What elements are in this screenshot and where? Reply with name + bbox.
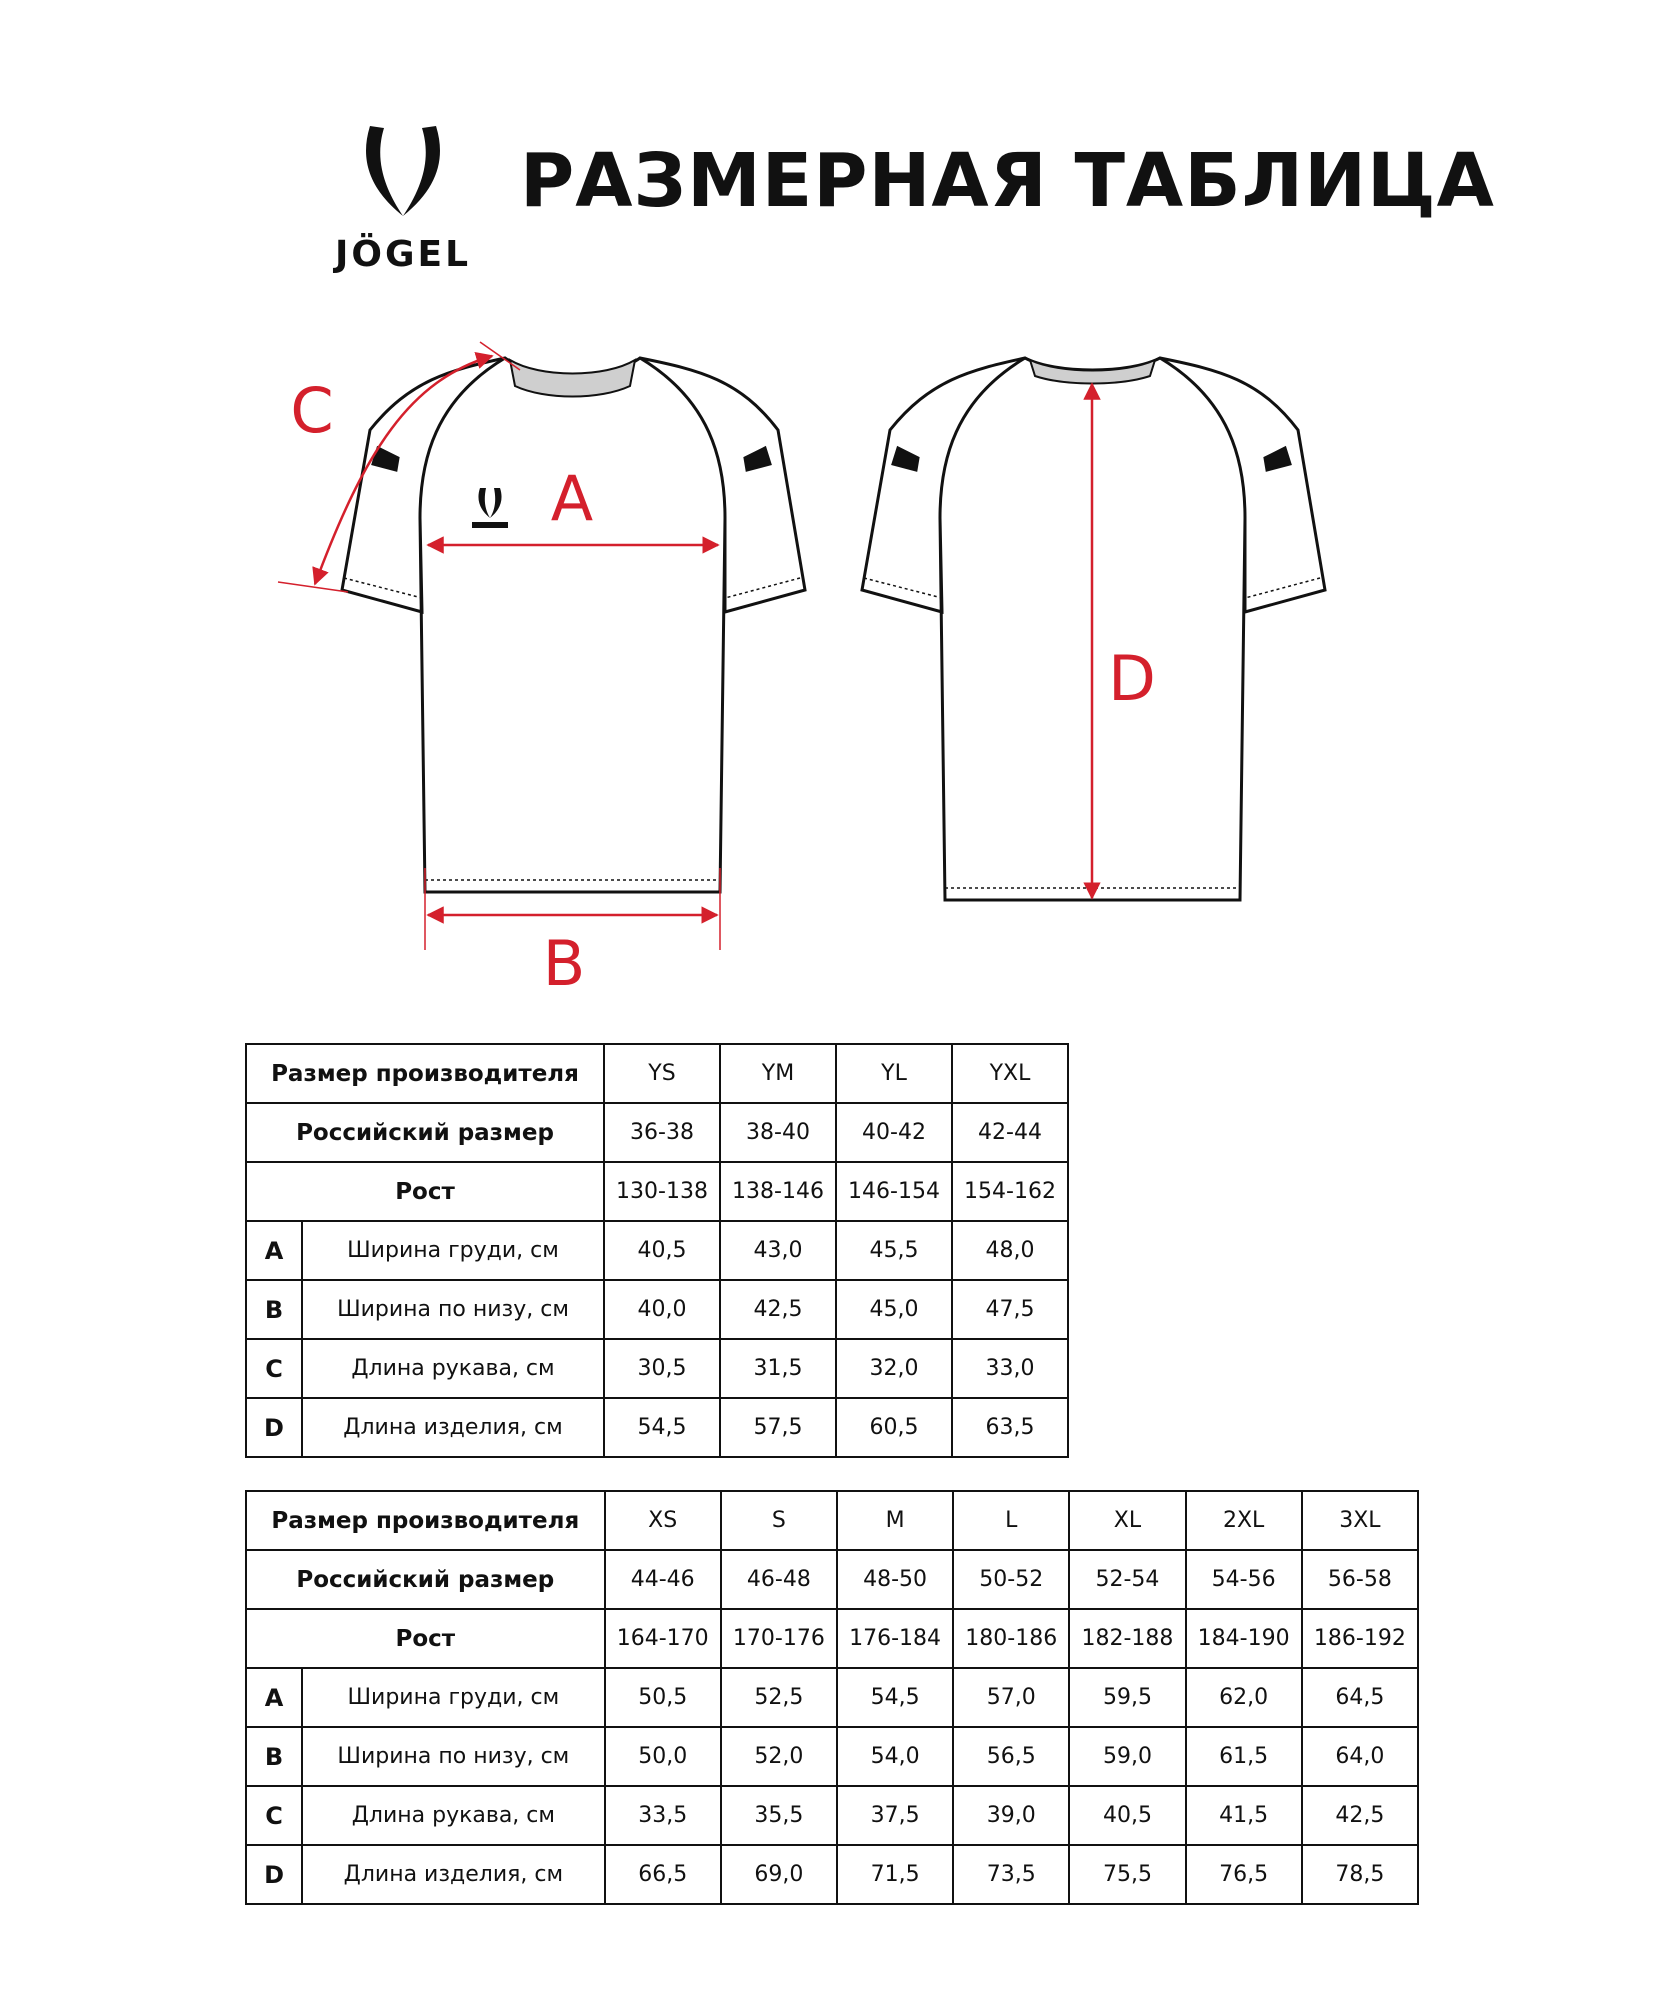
table-header-row bbox=[246, 1162, 1068, 1221]
table-cell: 35,5 bbox=[721, 1786, 837, 1845]
table-cell: 43,0 bbox=[720, 1221, 836, 1280]
table-cell: 146-154 bbox=[836, 1162, 952, 1221]
measure-letter: D bbox=[246, 1398, 302, 1457]
table-cell: 47,5 bbox=[952, 1280, 1068, 1339]
table-cell: 59,0 bbox=[1069, 1727, 1185, 1786]
table-cell: 41,5 bbox=[1186, 1786, 1302, 1845]
table-cell: 48-50 bbox=[837, 1550, 953, 1609]
table-cell: 60,5 bbox=[836, 1398, 952, 1457]
table-cell: 32,0 bbox=[836, 1339, 952, 1398]
table-cell: 176-184 bbox=[837, 1609, 953, 1668]
measure-label: Длина изделия, см bbox=[302, 1845, 605, 1904]
table-cell: 50,0 bbox=[605, 1727, 721, 1786]
table-row bbox=[246, 1221, 1068, 1280]
table-row bbox=[246, 1398, 1068, 1457]
table-cell: 30,5 bbox=[604, 1339, 720, 1398]
table-cell: YS bbox=[604, 1044, 720, 1103]
table-cell: 54-56 bbox=[1186, 1550, 1302, 1609]
measure-letter: B bbox=[246, 1280, 302, 1339]
table-cell: 40,5 bbox=[1069, 1786, 1185, 1845]
table-cell: 50,5 bbox=[605, 1668, 721, 1727]
table-cell: 63,5 bbox=[952, 1398, 1068, 1457]
table-row bbox=[246, 1727, 1418, 1786]
table-cell: XL bbox=[1069, 1491, 1185, 1550]
table-cell: 182-188 bbox=[1069, 1609, 1185, 1668]
table-cell: YL bbox=[836, 1044, 952, 1103]
table-cell: 54,0 bbox=[837, 1727, 953, 1786]
table-cell: 69,0 bbox=[721, 1845, 837, 1904]
row-label: Российский размер bbox=[246, 1550, 605, 1609]
measure-label: Ширина по низу, см bbox=[302, 1727, 605, 1786]
table-cell: 75,5 bbox=[1069, 1845, 1185, 1904]
table-cell: 52,0 bbox=[721, 1727, 837, 1786]
shirt-diagram bbox=[270, 320, 1370, 1010]
measure-letter: B bbox=[246, 1727, 302, 1786]
table-row bbox=[246, 1786, 1418, 1845]
adult-size-table bbox=[245, 1490, 1419, 1905]
table-cell: 40-42 bbox=[836, 1103, 952, 1162]
table-cell: 78,5 bbox=[1302, 1845, 1418, 1904]
table-cell: 52,5 bbox=[721, 1668, 837, 1727]
table-cell: 37,5 bbox=[837, 1786, 953, 1845]
row-label: Рост bbox=[246, 1162, 604, 1221]
table-cell: M bbox=[837, 1491, 953, 1550]
table-cell: 3XL bbox=[1302, 1491, 1418, 1550]
table-row bbox=[246, 1280, 1068, 1339]
table-cell: 170-176 bbox=[721, 1609, 837, 1668]
page-title: РАЗМЕРНАЯ ТАБЛИЦА bbox=[520, 138, 1495, 224]
table-cell: 38-40 bbox=[720, 1103, 836, 1162]
row-label: Размер производителя bbox=[246, 1491, 605, 1550]
table-cell: 48,0 bbox=[952, 1221, 1068, 1280]
table-cell: 52-54 bbox=[1069, 1550, 1185, 1609]
table-row bbox=[246, 1668, 1418, 1727]
brand-emblem-icon bbox=[318, 118, 488, 228]
row-label: Рост bbox=[246, 1609, 605, 1668]
table-cell: 180-186 bbox=[953, 1609, 1069, 1668]
table-header-row bbox=[246, 1550, 1418, 1609]
measure-label: Ширина груди, см bbox=[302, 1221, 604, 1280]
shirt-back-view bbox=[862, 358, 1325, 900]
table-cell: 54,5 bbox=[837, 1668, 953, 1727]
table-header-row bbox=[246, 1609, 1418, 1668]
table-cell: 62,0 bbox=[1186, 1668, 1302, 1727]
table-cell: 57,0 bbox=[953, 1668, 1069, 1727]
table-row bbox=[246, 1339, 1068, 1398]
table-cell: 42,5 bbox=[720, 1280, 836, 1339]
table-cell: 66,5 bbox=[605, 1845, 721, 1904]
youth-size-table bbox=[245, 1043, 1069, 1458]
table-cell: 64,5 bbox=[1302, 1668, 1418, 1727]
table-cell: L bbox=[953, 1491, 1069, 1550]
measure-label: Длина рукава, см bbox=[302, 1786, 605, 1845]
measure-label: Длина изделия, см bbox=[302, 1398, 604, 1457]
table-cell: S bbox=[721, 1491, 837, 1550]
table-cell: 39,0 bbox=[953, 1786, 1069, 1845]
measure-letter: C bbox=[246, 1786, 302, 1845]
table-cell: 40,5 bbox=[604, 1221, 720, 1280]
table-cell: YXL bbox=[952, 1044, 1068, 1103]
table-header-row bbox=[246, 1044, 1068, 1103]
table-cell: 2XL bbox=[1186, 1491, 1302, 1550]
table-header-row bbox=[246, 1103, 1068, 1162]
table-cell: 33,0 bbox=[952, 1339, 1068, 1398]
table-cell: 61,5 bbox=[1186, 1727, 1302, 1786]
table-cell: 76,5 bbox=[1186, 1845, 1302, 1904]
row-label: Размер производителя bbox=[246, 1044, 604, 1103]
measure-d-label: D bbox=[1108, 642, 1156, 715]
table-cell: 42-44 bbox=[952, 1103, 1068, 1162]
table-cell: 56,5 bbox=[953, 1727, 1069, 1786]
table-cell: 54,5 bbox=[604, 1398, 720, 1457]
table-cell: 31,5 bbox=[720, 1339, 836, 1398]
table-cell: 71,5 bbox=[837, 1845, 953, 1904]
table-cell: 130-138 bbox=[604, 1162, 720, 1221]
measure-label: Ширина груди, см bbox=[302, 1668, 605, 1727]
table-cell: 154-162 bbox=[952, 1162, 1068, 1221]
measure-c-label: C bbox=[290, 374, 334, 447]
table-cell: 46-48 bbox=[721, 1550, 837, 1609]
table-cell: 45,0 bbox=[836, 1280, 952, 1339]
brand-logo bbox=[318, 118, 488, 278]
table-cell: 57,5 bbox=[720, 1398, 836, 1457]
table-cell: 164-170 bbox=[605, 1609, 721, 1668]
measure-label: Ширина по низу, см bbox=[302, 1280, 604, 1339]
table-cell: 44-46 bbox=[605, 1550, 721, 1609]
measure-a-label: A bbox=[550, 462, 594, 535]
table-cell: 59,5 bbox=[1069, 1668, 1185, 1727]
table-cell: 186-192 bbox=[1302, 1609, 1418, 1668]
table-header-row bbox=[246, 1491, 1418, 1550]
table-cell: 64,0 bbox=[1302, 1727, 1418, 1786]
measure-letter: A bbox=[246, 1668, 302, 1727]
table-cell: 50-52 bbox=[953, 1550, 1069, 1609]
table-cell: 42,5 bbox=[1302, 1786, 1418, 1845]
table-cell: 45,5 bbox=[836, 1221, 952, 1280]
table-row bbox=[246, 1845, 1418, 1904]
table-cell: 40,0 bbox=[604, 1280, 720, 1339]
table-cell: 33,5 bbox=[605, 1786, 721, 1845]
row-label: Российский размер bbox=[246, 1103, 604, 1162]
table-cell: XS bbox=[605, 1491, 721, 1550]
measure-b-label: B bbox=[542, 927, 586, 1000]
brand-name: JÖGEL bbox=[334, 234, 472, 275]
table-cell: 184-190 bbox=[1186, 1609, 1302, 1668]
table-cell: 36-38 bbox=[604, 1103, 720, 1162]
shirt-front-view bbox=[342, 358, 805, 892]
table-cell: YM bbox=[720, 1044, 836, 1103]
measure-letter: C bbox=[246, 1339, 302, 1398]
table-cell: 138-146 bbox=[720, 1162, 836, 1221]
table-cell: 56-58 bbox=[1302, 1550, 1418, 1609]
measure-letter: A bbox=[246, 1221, 302, 1280]
table-cell: 73,5 bbox=[953, 1845, 1069, 1904]
measure-label: Длина рукава, см bbox=[302, 1339, 604, 1398]
measure-letter: D bbox=[246, 1845, 302, 1904]
